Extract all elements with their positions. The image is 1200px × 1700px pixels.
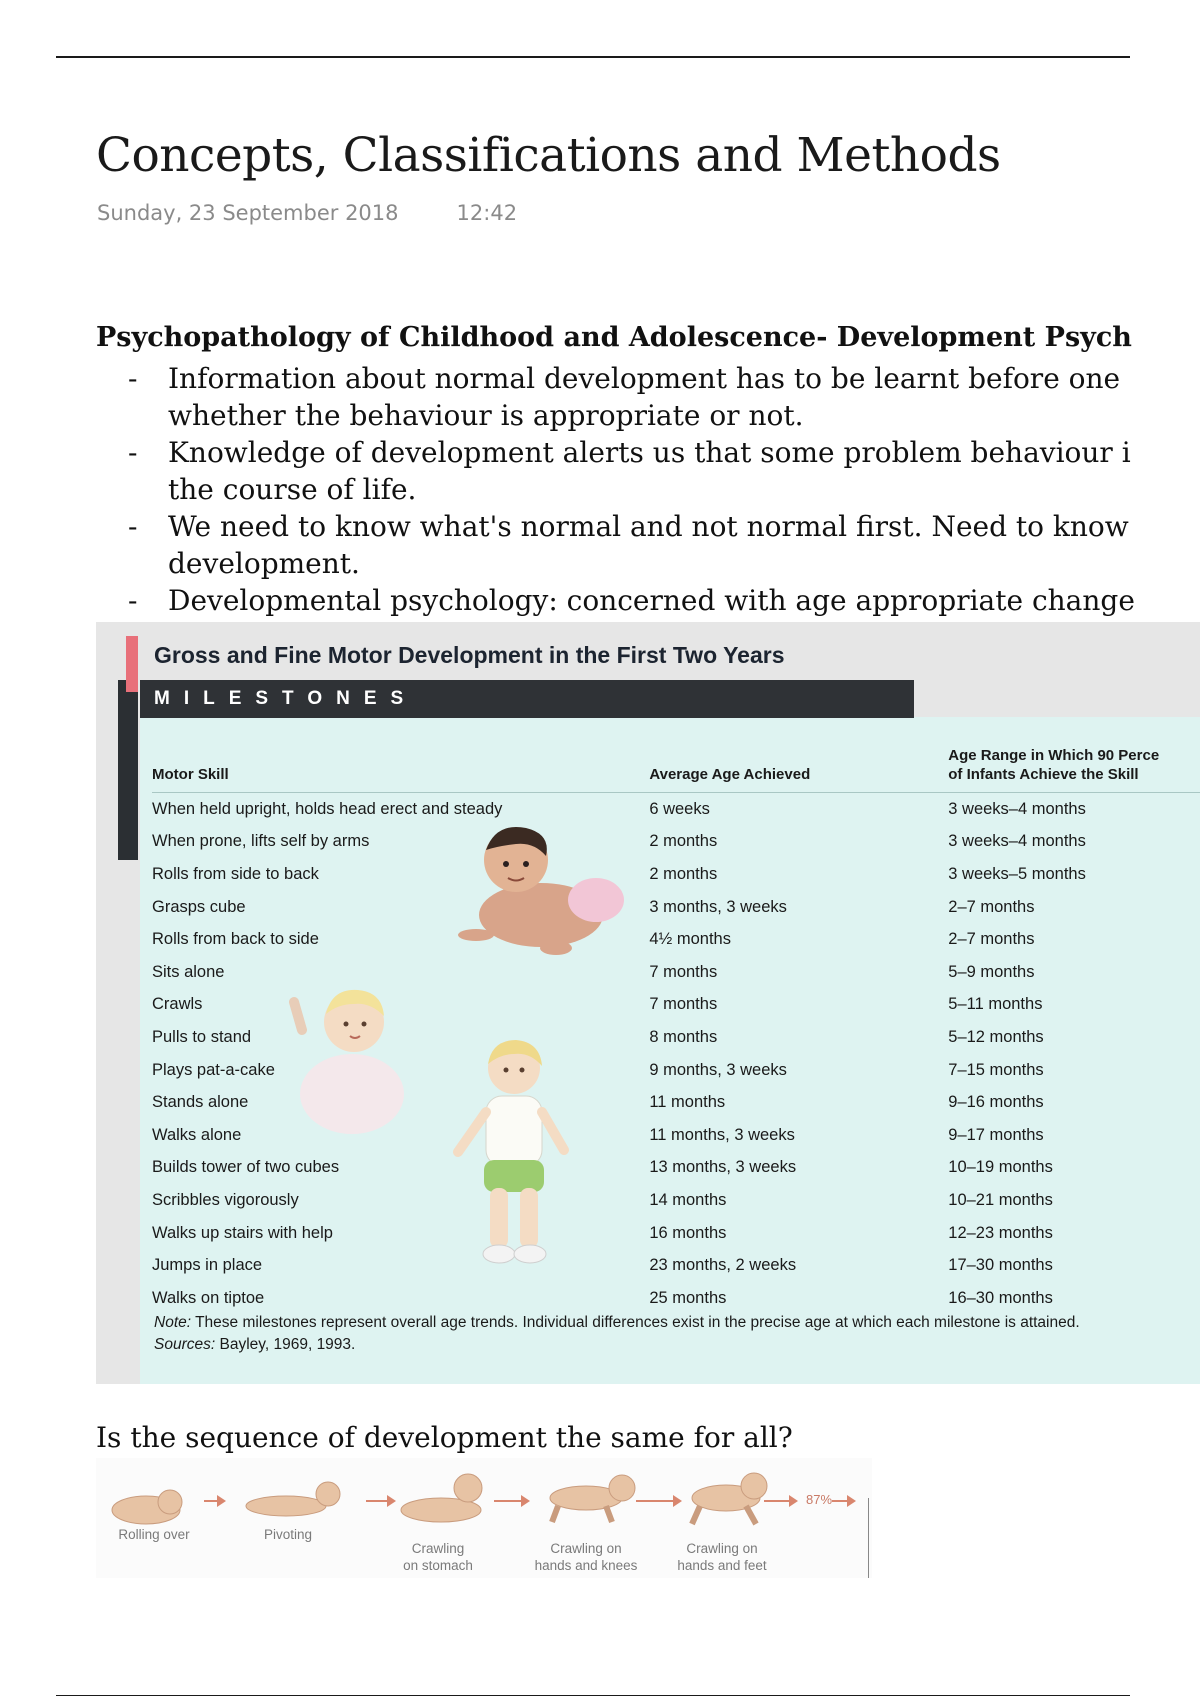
milestones-table-body	[152, 793, 1200, 1315]
cell-motor-skill: Walks alone	[152, 1125, 242, 1144]
table-row	[152, 1054, 1200, 1087]
cell-age-range: 7–15 months	[948, 1060, 1044, 1079]
bullet-list	[96, 360, 1200, 619]
sequence-arrow	[204, 1500, 224, 1502]
cell-motor-skill: Plays pat-a-cake	[152, 1060, 275, 1079]
section-heading: Psychopathology of Childhood and Adolescence- Development Psych	[96, 322, 1132, 353]
cell-age-range: 9–16 months	[948, 1093, 1044, 1112]
table-row	[152, 956, 1200, 989]
cell-motor-skill: When held upright, holds head erect and steady	[152, 799, 503, 818]
cell-age-range: 12–23 months	[948, 1223, 1053, 1242]
cell-average-age: 16 months	[649, 1223, 727, 1242]
cell-average-age: 4½ months	[649, 930, 731, 949]
cell-average-age: 2 months	[649, 864, 718, 883]
milestones-note: Note: These milestones represent overall age trends. Individual differences exist in the precise age at which each milestone is attained. Sources: Bayley, 1969, 1993.	[154, 1314, 1080, 1353]
sequence-arrow	[494, 1500, 528, 1502]
cell-motor-skill: Scribbles vigorously	[152, 1190, 299, 1209]
table-row	[152, 1282, 1200, 1315]
cell-average-age: 13 months, 3 weeks	[649, 1158, 797, 1177]
bullet-item: - Knowledge of development alerts us that some problem behaviour i the course of life.	[96, 434, 1200, 508]
cell-motor-skill: Stands alone	[152, 1093, 249, 1112]
stage-label: Pivoting	[263, 1527, 313, 1542]
cell-average-age: 6 weeks	[649, 799, 710, 818]
page-time: 12:42	[456, 201, 518, 225]
cell-age-range: 10–19 months	[948, 1158, 1053, 1177]
cell-age-range: 3 weeks–4 months	[948, 832, 1086, 851]
stage-label: Crawling on stomach	[403, 1541, 473, 1573]
cell-age-range: 10–21 months	[948, 1190, 1053, 1209]
cell-motor-skill: Grasps cube	[152, 897, 246, 916]
cell-average-age: 7 months	[649, 962, 718, 981]
bottom-rule	[56, 1695, 1130, 1696]
cell-age-range: 3 weeks–4 months	[948, 799, 1086, 818]
page-date: Sunday, 23 September 2018	[97, 201, 399, 225]
stage-label: Rolling over	[118, 1527, 190, 1542]
cell-motor-skill: When prone, lifts self by arms	[152, 832, 370, 851]
page-title: Concepts, Classifications and Methods	[96, 128, 1001, 183]
milestones-figure	[96, 622, 1200, 1384]
cell-average-age: 11 months	[649, 1093, 726, 1112]
cell-age-range: 2–7 months	[948, 930, 1035, 949]
cell-motor-skill: Walks on tiptoe	[152, 1288, 265, 1307]
cell-age-range: 16–30 months	[948, 1288, 1053, 1307]
cell-age-range: 5–12 months	[948, 1027, 1044, 1046]
sequence-divider	[868, 1498, 869, 1578]
cell-motor-skill: Jumps in place	[152, 1256, 263, 1275]
milestones-band: MILESTONES	[140, 680, 914, 718]
table-row	[152, 1086, 1200, 1119]
table-row	[152, 1217, 1200, 1250]
table-row	[152, 1152, 1200, 1185]
cell-average-age: 2 months	[649, 832, 718, 851]
cell-average-age: 14 months	[649, 1190, 727, 1209]
cell-motor-skill: Crawls	[152, 995, 203, 1014]
bullet-item: - We need to know what's normal and not normal first. Need to know development.	[96, 508, 1200, 582]
cell-age-range: 3 weeks–5 months	[948, 864, 1086, 883]
cell-average-age: 11 months, 3 weeks	[649, 1125, 795, 1144]
sequence-question: Is the sequence of development the same for all?	[96, 1421, 793, 1454]
header-motor-skill: Motor Skill	[152, 746, 649, 793]
table-row	[152, 1249, 1200, 1282]
table-row	[152, 1021, 1200, 1054]
header-average-age: Average Age Achieved	[649, 746, 948, 793]
cell-age-range: 2–7 months	[948, 897, 1035, 916]
cell-average-age: 25 months	[649, 1288, 727, 1307]
stage-label: Crawling on hands and feet	[677, 1541, 767, 1573]
cell-age-range: 5–9 months	[948, 962, 1035, 981]
milestones-title: Gross and Fine Motor Development in the First Two Years	[154, 642, 785, 668]
stage-label: Crawling on hands and knees	[534, 1541, 638, 1573]
sequence-arrow	[366, 1500, 394, 1502]
header-age-range: Age Range in Which 90 Perce of Infants Achieve the Skill	[948, 746, 1200, 793]
table-row	[152, 793, 1200, 826]
sequence-arrow	[832, 1500, 854, 1502]
cell-motor-skill: Pulls to stand	[152, 1027, 252, 1046]
table-row	[152, 923, 1200, 956]
table-row	[152, 1184, 1200, 1217]
cell-age-range: 9–17 months	[948, 1125, 1044, 1144]
figure-side-bar	[118, 680, 138, 860]
cell-age-range: 5–11 months	[948, 995, 1043, 1014]
cell-average-age: 7 months	[649, 995, 718, 1014]
figure-accent-mark	[126, 636, 138, 692]
cell-average-age: 9 months, 3 weeks	[649, 1060, 787, 1079]
cell-average-age: 23 months, 2 weeks	[649, 1256, 797, 1275]
table-row	[152, 891, 1200, 924]
top-rule	[56, 56, 1130, 58]
sequence-arrow	[636, 1500, 680, 1502]
crawling-sequence-figure	[96, 1458, 872, 1578]
table-row	[152, 826, 1200, 859]
cell-motor-skill: Sits alone	[152, 962, 225, 981]
sequence-arrow	[764, 1500, 796, 1502]
cell-average-age: 8 months	[649, 1027, 718, 1046]
page-timestamp	[97, 201, 517, 225]
sequence-percent: 87%	[806, 1492, 833, 1507]
table-header-row	[152, 746, 1200, 793]
cell-motor-skill: Walks up stairs with help	[152, 1223, 333, 1242]
cell-motor-skill: Builds tower of two cubes	[152, 1158, 340, 1177]
table-row	[152, 858, 1200, 891]
milestones-table	[152, 746, 1200, 1315]
cell-average-age: 3 months, 3 weeks	[649, 897, 787, 916]
table-row	[152, 989, 1200, 1022]
cell-motor-skill: Rolls from side to back	[152, 864, 319, 883]
cell-age-range: 17–30 months	[948, 1256, 1053, 1275]
bullet-item: - Developmental psychology: concerned with age appropriate change	[96, 582, 1200, 619]
bullet-item: - Information about normal development has to be learnt before one whether the behaviour is appropriate or not.	[96, 360, 1200, 434]
cell-motor-skill: Rolls from back to side	[152, 930, 319, 949]
table-row	[152, 1119, 1200, 1152]
